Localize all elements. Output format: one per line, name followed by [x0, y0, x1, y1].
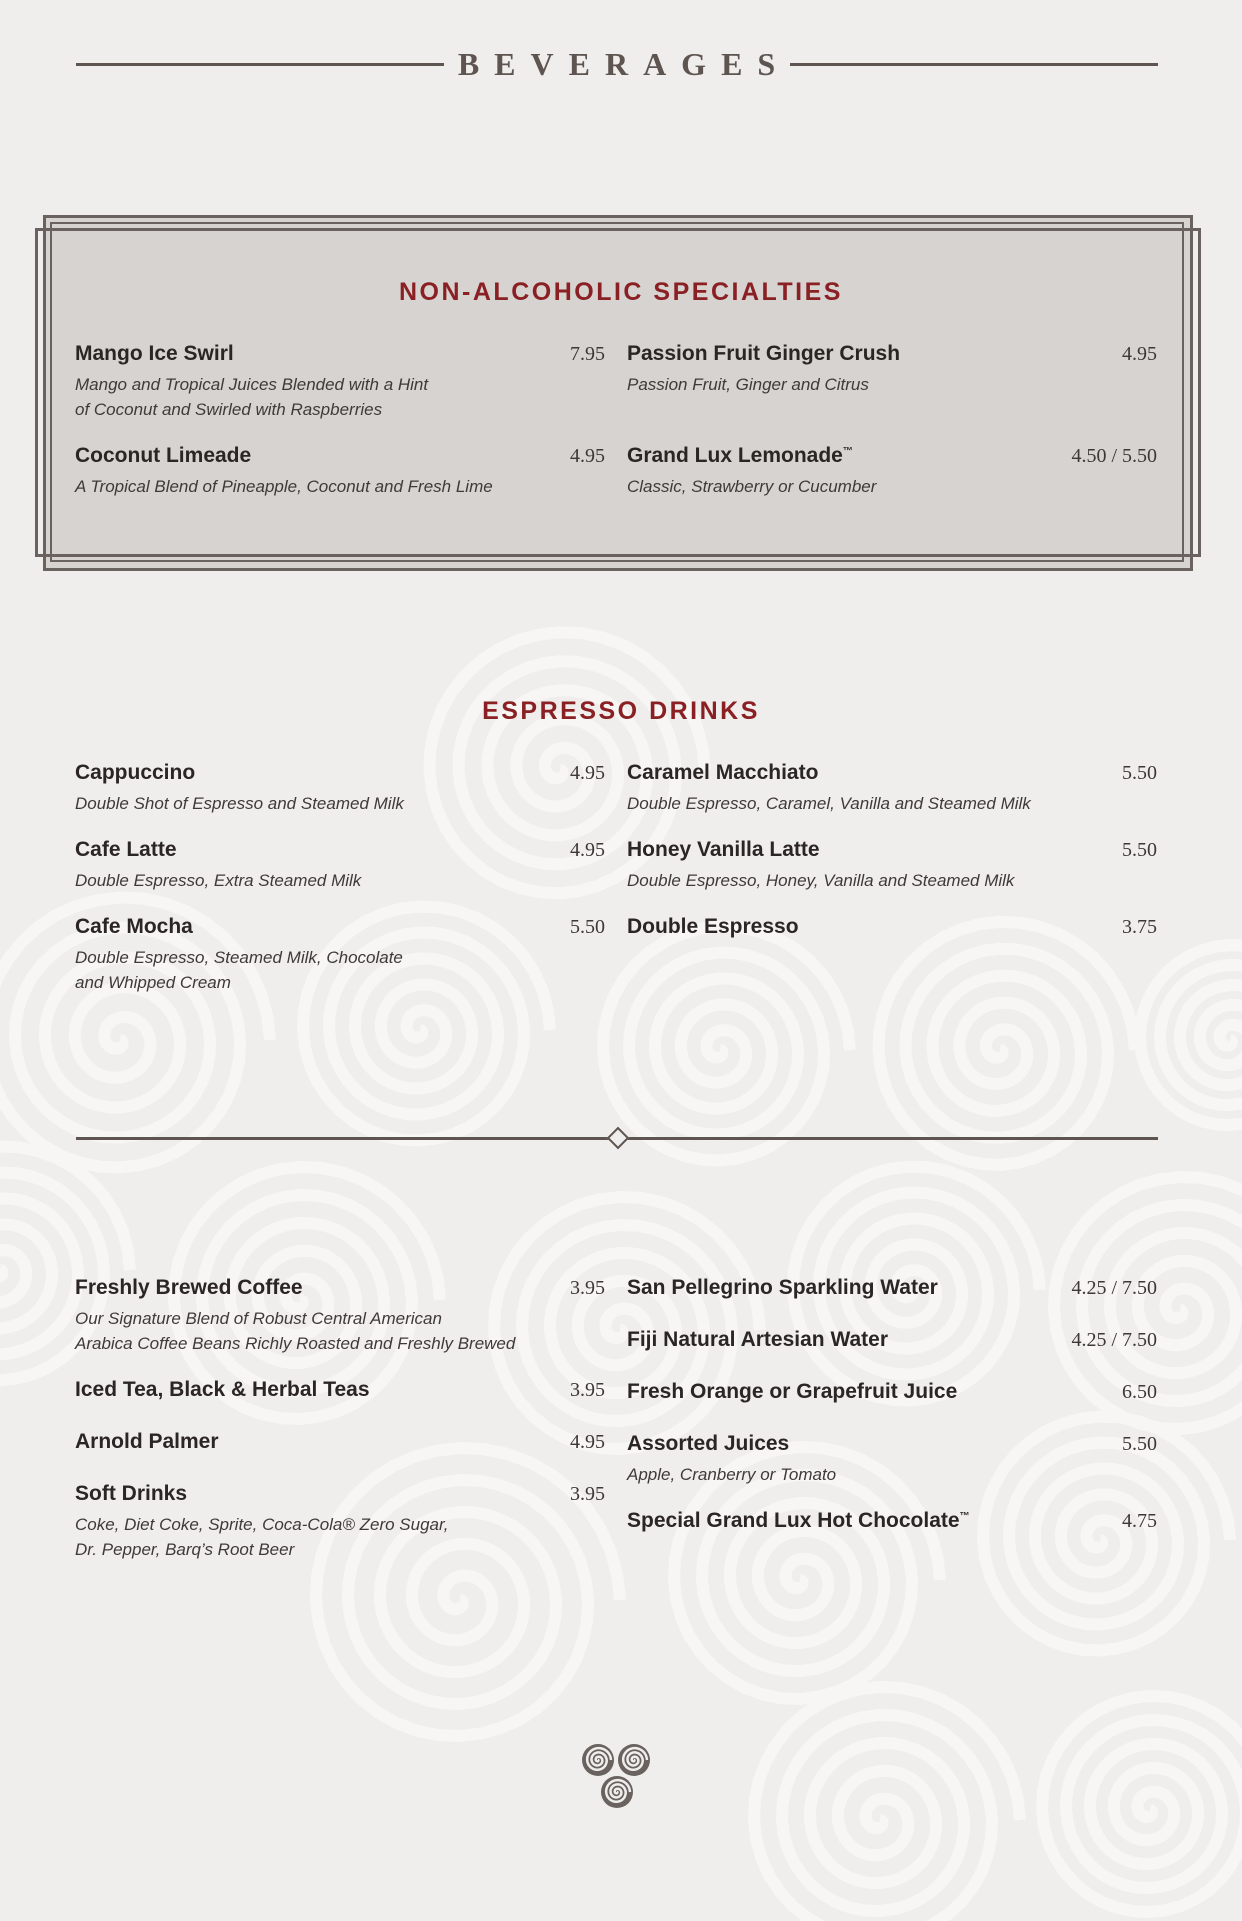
section-heading-non-alcoholic: NON-ALCOHOLIC SPECIALTIES [399, 278, 843, 306]
menu-item-name-text: Arnold Palmer [75, 1430, 219, 1453]
menu-item-name [627, 838, 820, 862]
menu-item [627, 1432, 1157, 1487]
menu-item-price: 5.50 [1122, 1433, 1157, 1455]
menu-item-name-text: Freshly Brewed Coffee [75, 1276, 303, 1299]
menu-item-description: Double Espresso, Caramel, Vanilla and Steamed Milk [627, 794, 1031, 813]
menu-item [75, 444, 605, 499]
menu-item [75, 761, 605, 816]
menu-item-name [627, 1380, 957, 1404]
menu-item-price: 5.50 [1122, 762, 1157, 784]
menu-item-description: Double Espresso, Extra Steamed Milk [75, 871, 362, 890]
menu-column-right [627, 1276, 1157, 1584]
menu-item [75, 915, 605, 995]
menu-item-name [75, 915, 193, 939]
menu-item-price: 7.95 [570, 343, 605, 365]
menu-item-header [75, 838, 605, 868]
menu-item-header [627, 1432, 1157, 1462]
menu-item-name-text: Soft Drinks [75, 1482, 188, 1505]
menu-item-header [75, 761, 605, 791]
menu-item-name [75, 761, 195, 785]
menu-item-name-text: San Pellegrino Sparkling Water [627, 1276, 938, 1299]
menu-item-name-text: Caramel Macchiato [627, 761, 819, 784]
header-rule-right [790, 63, 1158, 66]
menu-item-name-text: Coconut Limeade [75, 444, 252, 467]
menu-item [627, 1328, 1157, 1358]
menu-item-name-text: Honey Vanilla Latte [627, 838, 820, 861]
menu-item-description: A Tropical Blend of Pineapple, Coconut and Fresh Lime [75, 477, 493, 496]
menu-item-name [627, 1276, 938, 1300]
section-espresso [75, 761, 1157, 1017]
menu-item-description: Double Espresso, Steamed Milk, Chocolate and Whipped Cream [75, 948, 403, 992]
menu-item [627, 1380, 1157, 1410]
menu-item-header [627, 1509, 1157, 1539]
menu-item-price: 3.95 [570, 1379, 605, 1401]
menu-item [75, 1276, 605, 1356]
menu-item [75, 1482, 605, 1562]
menu-item-price: 3.95 [570, 1483, 605, 1505]
page-title: BEVERAGES [457, 45, 791, 82]
menu-item-name [75, 1482, 187, 1506]
menu-item-name [627, 915, 799, 939]
menu-item-name [627, 761, 818, 785]
menu-item [75, 838, 605, 893]
menu-item-header [627, 444, 1157, 474]
menu-item-header [75, 915, 605, 945]
menu-item-name [75, 1276, 303, 1300]
menu-item [627, 1276, 1157, 1306]
menu-item [627, 915, 1157, 995]
menu-item [627, 342, 1157, 422]
menu-item-price: 4.95 [570, 1431, 605, 1453]
menu-item-price: 4.95 [570, 445, 605, 467]
triple-spiral-icon [580, 1740, 654, 1819]
menu-item-description: Double Shot of Espresso and Steamed Milk [75, 794, 404, 813]
menu-item-name-text: Special Grand Lux Hot Chocolate [627, 1509, 960, 1532]
page-header [76, 44, 1158, 84]
menu-item-name-text: Grand Lux Lemonade [627, 444, 843, 467]
menu-column-left [75, 1276, 605, 1584]
menu-item [627, 761, 1157, 816]
menu-item [627, 838, 1157, 893]
menu-item-name-text: Iced Tea, Black & Herbal Teas [75, 1378, 370, 1401]
section-non-alcoholic [75, 342, 1157, 521]
menu-item-name [75, 1378, 370, 1402]
menu-item-description: Passion Fruit, Ginger and Citrus [627, 375, 869, 394]
swirl-decoration [754, 1687, 1020, 1921]
menu-item [75, 342, 605, 422]
menu-item-name-text: Mango Ice Swirl [75, 342, 234, 365]
menu-item-description: Classic, Strawberry or Cucumber [627, 477, 877, 496]
menu-item-description: Coke, Diet Coke, Sprite, Coca-Cola® Zero Sugar, Dr. Pepper, Barq’s Root Beer [75, 1515, 449, 1559]
menu-item-description: Apple, Cranberry or Tomato [627, 1465, 837, 1484]
menu-item-header [75, 342, 605, 372]
menu-item [627, 1509, 1157, 1539]
menu-item-name-text: Passion Fruit Ginger Crush [627, 342, 901, 365]
menu-item-price: 4.50 / 5.50 [1071, 445, 1157, 467]
trademark-symbol: ™ [959, 1511, 970, 1522]
menu-item [75, 1430, 605, 1460]
menu-item [627, 444, 1157, 499]
menu-item-header [627, 761, 1157, 791]
menu-item-name-text: Cafe Latte [75, 838, 177, 861]
section-other-beverages [75, 1276, 1157, 1584]
menu-item-price: 6.50 [1122, 1381, 1157, 1403]
menu-item-name [627, 444, 853, 468]
header-rule-left [76, 63, 444, 66]
trademark-symbol: ™ [842, 446, 853, 457]
menu-item-header [627, 342, 1157, 372]
menu-item-header [75, 1276, 605, 1306]
menu-item-name [75, 838, 177, 862]
menu-item-name [627, 1509, 970, 1533]
menu-item-name-text: Cafe Mocha [75, 915, 193, 938]
section-heading-espresso: ESPRESSO DRINKS [482, 697, 760, 725]
swirl-decoration [1042, 1696, 1242, 1912]
menu-item-price: 3.95 [570, 1277, 605, 1299]
menu-item-header [75, 1482, 605, 1512]
menu-item-header [627, 1328, 1157, 1358]
menu-item-name-text: Cappuccino [75, 761, 196, 784]
menu-item-name [75, 444, 251, 468]
menu-item-price: 4.75 [1122, 1510, 1157, 1532]
menu-item-header [75, 1430, 605, 1460]
menu-item-header [75, 1378, 605, 1408]
menu-item-price: 4.95 [570, 839, 605, 861]
menu-item-price: 4.25 / 7.50 [1071, 1329, 1157, 1351]
menu-item-price: 4.95 [1122, 343, 1157, 365]
menu-item-name-text: Assorted Juices [627, 1432, 790, 1455]
menu-item-header [627, 838, 1157, 868]
menu-item-name-text: Double Espresso [627, 915, 799, 938]
menu-item-price: 5.50 [1122, 839, 1157, 861]
menu-item-price: 5.50 [570, 916, 605, 938]
menu-item-header [627, 1276, 1157, 1306]
menu-item-description: Double Espresso, Honey, Vanilla and Steamed Milk [627, 871, 1015, 890]
menu-item [75, 1378, 605, 1408]
menu-item-price: 4.95 [570, 762, 605, 784]
menu-item-name [627, 342, 900, 366]
menu-item-name [627, 1328, 888, 1352]
menu-item-description: Our Signature Blend of Robust Central American Arabica Coffee Beans Richly Roasted and Freshly Brewed [75, 1309, 516, 1353]
menu-item-description: Mango and Tropical Juices Blended with a Hint of Coconut and Swirled with Raspberries [75, 375, 429, 419]
menu-item-price: 4.25 / 7.50 [1071, 1277, 1157, 1299]
menu-item-header [75, 444, 605, 474]
menu-item-name [75, 342, 234, 366]
menu-item-name-text: Fiji Natural Artesian Water [627, 1328, 889, 1351]
menu-item-name-text: Fresh Orange or Grapefruit Juice [627, 1380, 958, 1403]
menu-item-name [627, 1432, 789, 1456]
menu-item-header [627, 1380, 1157, 1410]
menu-item-name [75, 1430, 219, 1454]
menu-item-header [627, 915, 1157, 945]
menu-item-price: 3.75 [1122, 916, 1157, 938]
